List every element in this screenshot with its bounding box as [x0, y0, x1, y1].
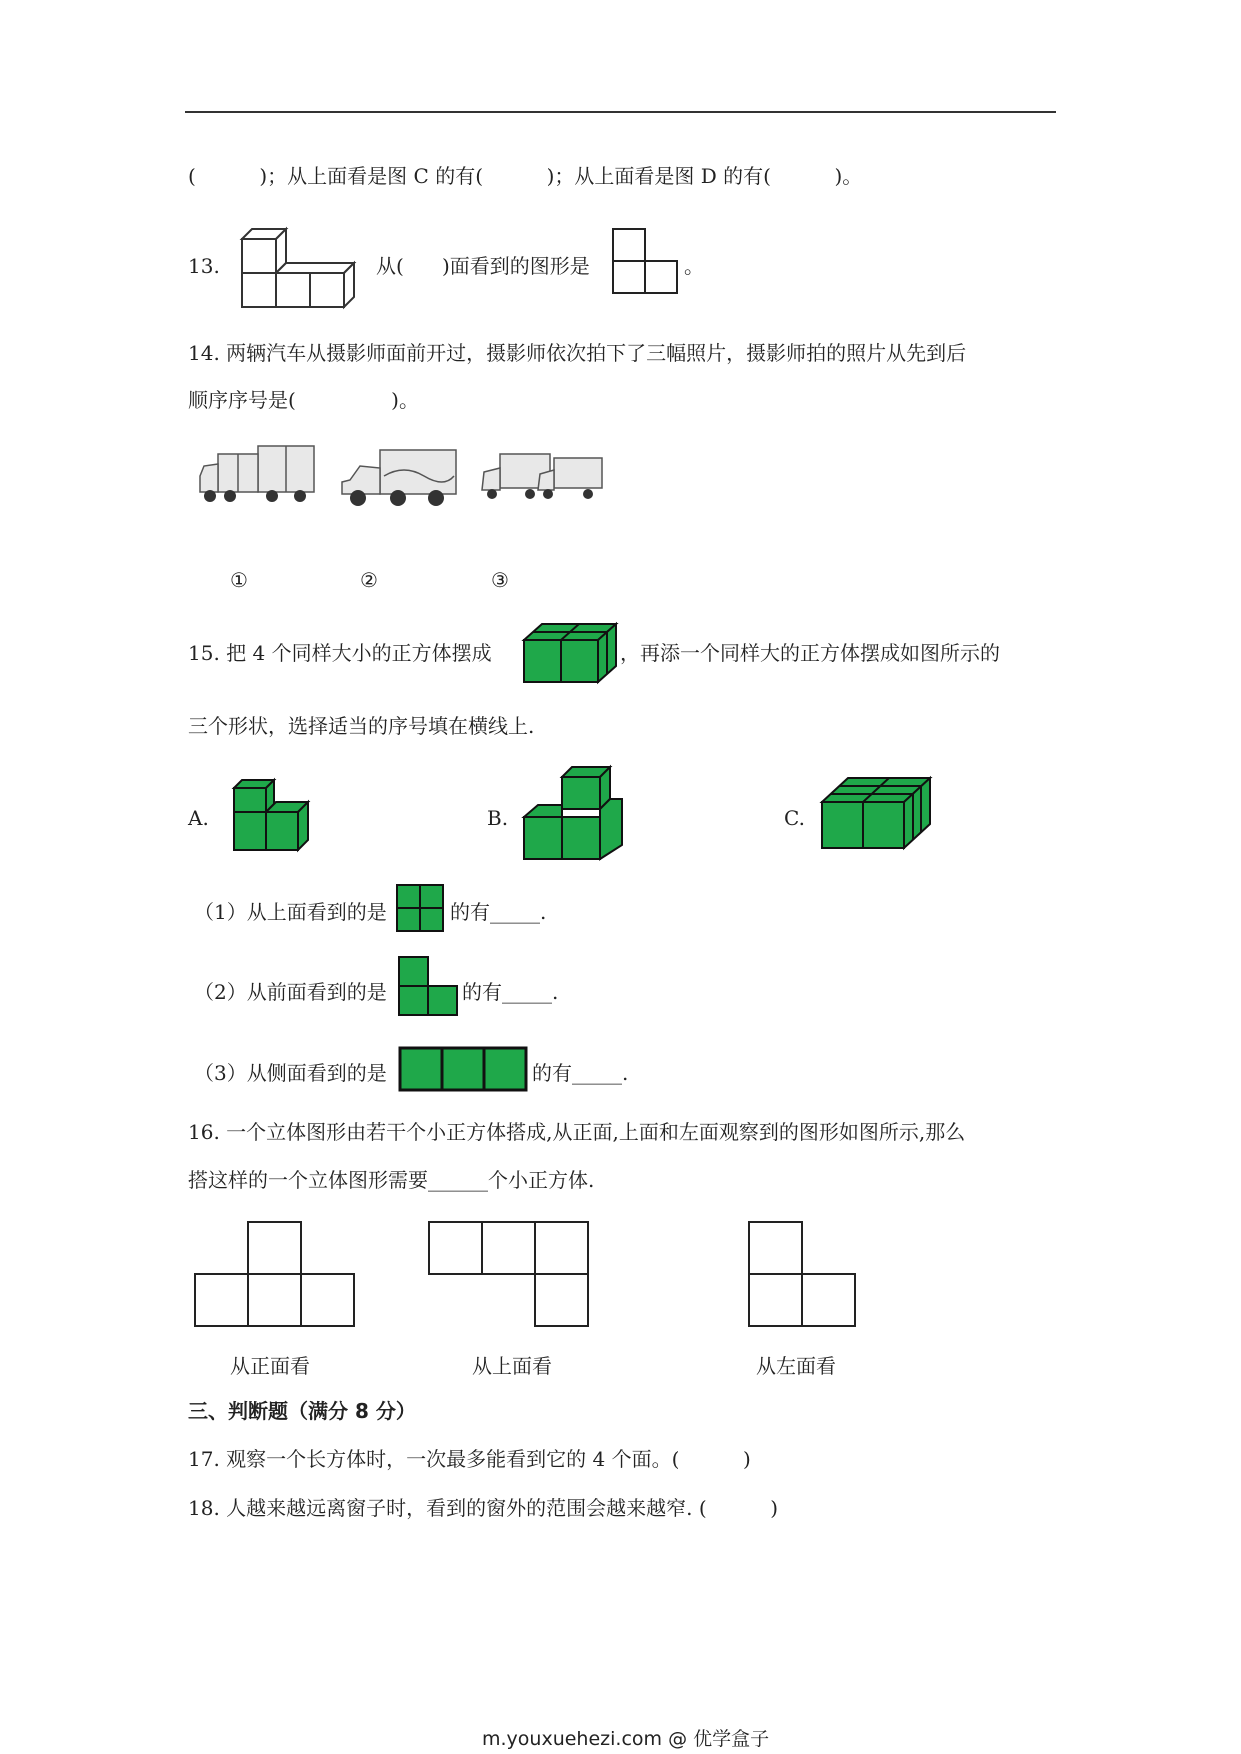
- q15-shape-c: [820, 776, 936, 852]
- q15-sub1-a: （1）从上面看到的是: [194, 900, 387, 924]
- q16-caption-front: 从正面看: [230, 1354, 310, 1378]
- q13-view-figure: [612, 228, 682, 296]
- q15-line1-b: ，再添一个同样大的正方体摆成如图所示的: [620, 641, 1000, 665]
- q17: 17. 观察一个长方体时，一次最多能看到它的 4 个面。( ): [188, 1447, 751, 1471]
- q15-sub3-side-view: [398, 1046, 530, 1092]
- q16-front-view: [194, 1220, 358, 1328]
- q15-line1-a: 15. 把 4 个同样大小的正方体摆成: [188, 641, 492, 665]
- footer-watermark: m.youxuehezi.com @ 优学盒子: [482, 1728, 770, 1750]
- q15-sub3-a: （3）从侧面看到的是: [194, 1061, 387, 1085]
- q16-caption-top: 从上面看: [472, 1354, 552, 1378]
- q16-line2: 搭这样的一个立体图形需要______个小正方体.: [188, 1168, 595, 1192]
- q16-top-view: [428, 1220, 592, 1328]
- truck-photo-1: [196, 440, 316, 506]
- q15-shape-b: [522, 765, 626, 861]
- q13-end: 。: [684, 254, 704, 278]
- q15-sub2-a: （2）从前面看到的是: [194, 980, 387, 1004]
- q15-sub2-b: 的有_____.: [462, 980, 559, 1004]
- truck-photo-2: [340, 446, 458, 508]
- q16-left-view: [748, 1220, 858, 1328]
- q15-option-a: A.: [188, 806, 209, 830]
- q12-tail: ( )；从上面看是图 C 的有( )；从上面看是图 D 的有( )。: [188, 164, 863, 188]
- q18: 18. 人越来越远离窗子时，看到的窗外的范围会越来越窄. ( ): [188, 1496, 779, 1520]
- q13-text: 从( )面看到的图形是: [376, 254, 590, 278]
- q14-label-1: ①: [230, 568, 248, 592]
- q15-base-shape: [522, 622, 618, 684]
- truck-photo-3: [480, 450, 606, 502]
- q13-number: 13.: [188, 254, 220, 278]
- q14-line1: 14. 两辆汽车从摄影师面前开过，摄影师依次拍下了三幅照片，摄影师拍的照片从先到后: [188, 341, 967, 365]
- q15-sub1-b: 的有_____.: [450, 900, 547, 924]
- q13-cube-figure: [240, 226, 360, 310]
- q14-line2: 顺序序号是( )。: [188, 388, 419, 412]
- q15-sub2-front-view: [398, 956, 460, 1018]
- section-3-heading: 三、判断题（满分 8 分）: [188, 1399, 416, 1423]
- q16-line1: 16. 一个立体图形由若干个小正方体搭成,从正面,上面和左面观察到的图形如图所示,那么: [188, 1120, 966, 1144]
- q14-label-2: ②: [360, 568, 378, 592]
- header-rule: [185, 111, 1056, 113]
- q16-caption-left: 从左面看: [756, 1354, 836, 1378]
- q15-sub1-top-view: [396, 884, 446, 934]
- q15-option-c: C.: [784, 806, 805, 830]
- q15-sub3-b: 的有_____.: [532, 1061, 629, 1085]
- q15-shape-a: [232, 776, 312, 852]
- q15-line2: 三个形状，选择适当的序号填在横线上.: [188, 714, 535, 738]
- q14-label-3: ③: [491, 568, 509, 592]
- q15-option-b: B.: [487, 806, 509, 830]
